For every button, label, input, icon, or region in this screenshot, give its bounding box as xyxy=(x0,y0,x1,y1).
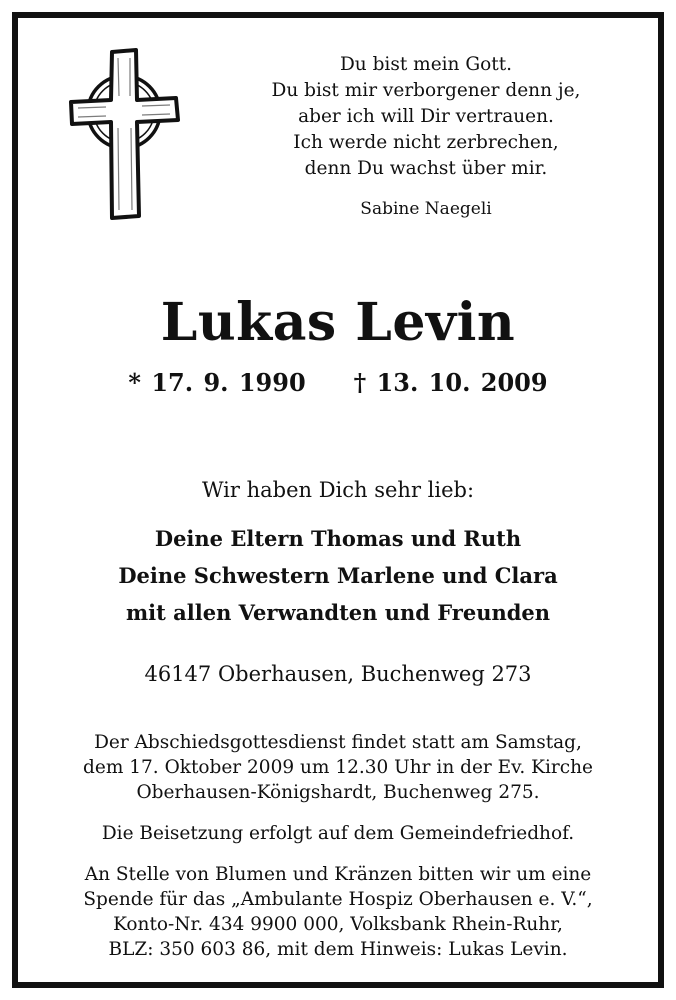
life-dates xyxy=(18,368,658,397)
donation-line: Spende für das „Ambulante Hospiz Oberhausen e. V.“, xyxy=(83,889,593,910)
donation-line: BLZ: 350 603 86, mit dem Hinweis: Lukas Levin. xyxy=(108,939,568,960)
mourners-line: mit allen Verwandten und Freunden xyxy=(125,600,551,625)
death-date: † 13. 10. 2009 xyxy=(353,368,548,397)
mourners-list xyxy=(18,520,658,631)
family-address: 46147 Oberhausen, Buchenweg 273 xyxy=(144,662,532,686)
mourners-line: Deine Eltern Thomas und Ruth xyxy=(154,526,522,551)
poem xyxy=(246,52,606,222)
poem-line: Du bist mein Gott. xyxy=(339,54,513,75)
donation-notice xyxy=(38,862,638,962)
donation-line: An Stelle von Blumen und Kränzen bitten wir um eine xyxy=(84,864,592,885)
obituary-frame xyxy=(12,12,664,988)
service-notice xyxy=(38,730,638,805)
deceased-name: Lukas Levin xyxy=(160,292,516,353)
poem-line: Du bist mir verborgener denn je, xyxy=(271,80,581,101)
donation-line: Konto-Nr. 434 9900 000, Volksbank Rhein-Ruhr, xyxy=(113,914,563,935)
celtic-cross-icon xyxy=(66,46,182,220)
service-line: Der Abschiedsgottesdienst findet statt am Samstag, xyxy=(94,732,582,753)
poem-line: aber ich will Dir vertrauen. xyxy=(298,106,554,127)
birth-date: * 17. 9. 1990 xyxy=(128,368,306,397)
service-line: dem 17. Oktober 2009 um 12.30 Uhr in der Ev. Kirche xyxy=(83,757,593,778)
poem-line: Ich werde nicht zerbrechen, xyxy=(293,132,559,153)
burial-notice: Die Beisetzung erfolgt auf dem Gemeindefriedhof. xyxy=(101,823,575,844)
mourners-line: Deine Schwestern Marlene und Clara xyxy=(118,563,558,588)
service-line: Oberhausen-Königshardt, Buchenweg 275. xyxy=(136,782,540,803)
poem-author: Sabine Naegeli xyxy=(360,199,492,219)
notices xyxy=(38,730,638,978)
mourners-intro: Wir haben Dich sehr lieb: xyxy=(201,478,475,502)
poem-line: denn Du wachst über mir. xyxy=(304,158,548,179)
